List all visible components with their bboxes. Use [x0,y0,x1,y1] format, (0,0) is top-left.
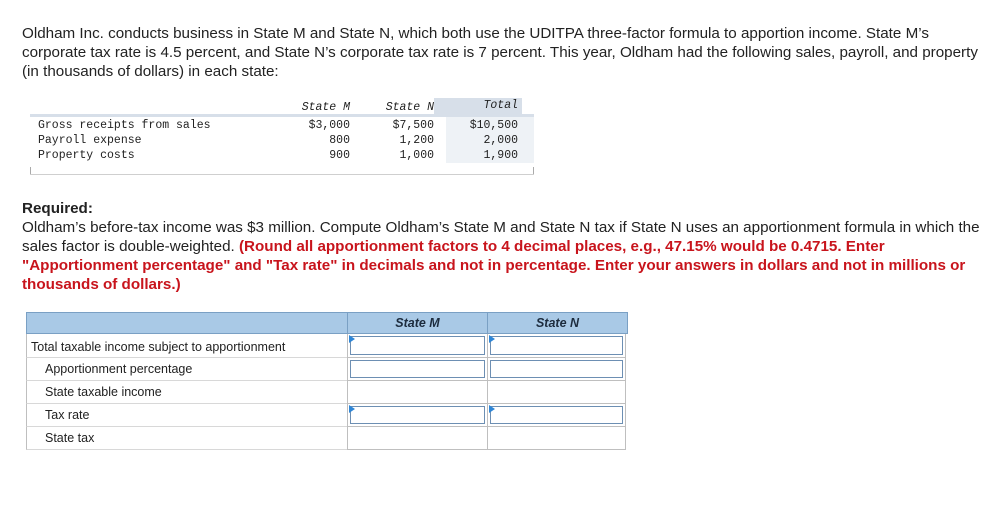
apportionment-percentage-n-input[interactable] [490,360,623,378]
state-tax-m-input[interactable] [350,429,485,447]
required-text-block [22,218,982,294]
required-heading: Required: [22,200,93,217]
row-label: Payroll expense [38,134,142,147]
value-state-n: 1,200 [399,134,434,147]
cell-state-n [487,358,626,381]
required-instructions: (Round all apportionment factors to 4 decimal places, e.g., 47.15% would be 0.4715. Enter "Apportionment percentage" and "Tax rate" in decimals and not in percentage. Enter your answers in dollars and not in millions or thousands of dollars.) [22,238,966,293]
input-flag-icon [489,335,495,343]
value-total: 2,000 [483,134,518,147]
header-state-n: State N [535,316,580,330]
cell-state-m [347,427,487,450]
input-flag-icon [349,335,355,343]
tax-rate-m-input[interactable] [350,406,485,424]
cell-state-n [487,334,626,358]
apportionment-percentage-m-input[interactable] [350,360,485,378]
cell-state-m [347,358,487,381]
table-row [30,148,534,163]
row-state-taxable-income [26,381,628,404]
header-blank [27,313,348,333]
table-bottom-rule [30,167,534,175]
table-row [30,118,534,133]
row-label: Gross receipts from sales [38,119,211,132]
cell-state-m [347,334,487,358]
answer-grid-header [26,312,628,334]
total-taxable-income-n-input[interactable] [490,336,623,355]
state-taxable-income-n-input[interactable] [490,383,623,401]
state-taxable-income-m-input[interactable] [350,383,485,401]
row-label: Total taxable income subject to apportionment [26,334,347,358]
table-row [30,133,534,148]
value-state-m: 900 [329,149,350,162]
tax-rate-n-input[interactable] [490,406,623,424]
value-state-m: 800 [329,134,350,147]
value-state-n: 1,000 [399,149,434,162]
row-label: Property costs [38,149,135,162]
input-flag-icon [349,405,355,413]
row-apportionment-percentage [26,358,628,381]
cell-state-n [487,381,626,404]
row-label: Tax rate [26,404,347,427]
cell-state-m [347,404,487,427]
state-tax-n-input[interactable] [490,429,623,447]
value-state-n: $7,500 [392,119,434,132]
header-state-m: State M [301,101,350,114]
data-table-header [30,98,534,117]
cell-state-n [487,404,626,427]
cell-state-m [347,381,487,404]
required-text: Oldham’s before-tax income was $3 million. Compute Oldham’s State M and State N tax if State N uses an apportionment formula in which the sales factor is double-weighted. [22,219,980,255]
row-label: State tax [26,427,347,450]
header-state-n: State N [385,101,434,114]
total-taxable-income-m-input[interactable] [350,336,485,355]
row-state-tax [26,427,628,450]
value-total: $10,500 [469,119,518,132]
row-label: State taxable income [26,381,347,404]
header-total: Total [434,98,522,114]
required-section [22,199,982,294]
value-total: 1,900 [483,149,518,162]
row-label: Apportionment percentage [26,358,347,381]
header-state-m: State M [348,313,488,333]
row-tax-rate [26,404,628,427]
sales-payroll-property-table [30,98,534,175]
answer-grid [26,312,628,450]
input-flag-icon [489,405,495,413]
value-state-m: $3,000 [308,119,350,132]
cell-state-n [487,427,626,450]
row-total-taxable-income [26,334,628,358]
problem-intro: Oldham Inc. conducts business in State M and State N, which both use the UDITPA three-factor formula to apportion income. State M’s corporate tax rate is 4.5 percent, and State N’s corporate tax rate is 7 percent. This year, Oldham had the following sales, payroll, and property (in thousands of dollars) in each state: [22,25,978,80]
